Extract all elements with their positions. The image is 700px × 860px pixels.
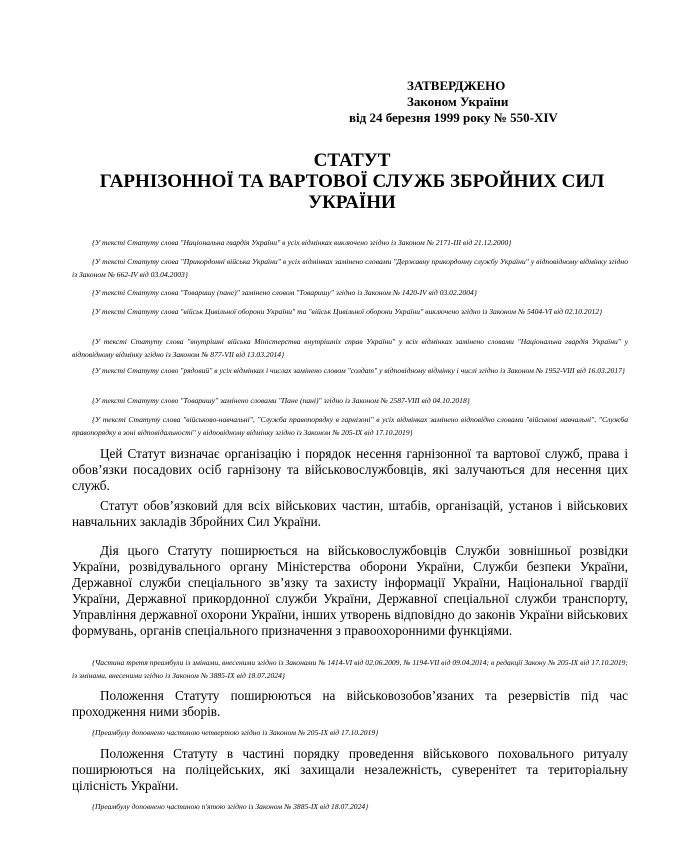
approved-label: ЗАТВЕРДЖЕНО (407, 78, 506, 93)
document-title (60, 150, 644, 213)
preamble-paragraph-5: Положення Статуту в частині порядку проведення військового поховального ритуалу поширюються на поліцейських, які захищали незалежність, суверенітет та територіальну цілісність України. (72, 746, 628, 793)
amendment-note: {У тексті Статуту слово "Товаришу" замінено словами "Пане (пані)" згідно із Законом № 2587-VIII від 04.10.2018} (92, 396, 470, 405)
amendment-note-part-4: {Преамбулу доповнено частиною четвертою згідно із Законом № 205-IX від 17.10.2019} (92, 728, 379, 737)
amendment-note: {У тексті Статуту слова "військово-навчальні", "Служба правопорядку в гарнізоні" в усіх відмінках замінено відповідно словами "військові навчальні", "Служба правопорядку в зоні відповідальності" у відповідному відмінку згідно із Законом № 205-IX від 17.10.2019} (72, 415, 628, 437)
amendment-note: {У тексті Статуту слово "рядовий" в усіх відмінках і числах замінено словом "солдат" у відповідному відмінку і числі згідно із Законом № 1952-VIII від 16.03.2017} (92, 366, 625, 375)
amendment-note: {У тексті Статуту слова "внутрішні війська Міністерства внутрішніх справ України" у всіх відмінках замінено словами "Національна гвардія України" у відповідному відмінку згідно із Законом № 877-VII від 13.03.2014} (72, 337, 628, 359)
title-line-2: ГАРНІЗОННОЇ ТА ВАРТОВОЇ СЛУЖБ ЗБРОЙНИХ СИЛ (99, 171, 605, 192)
preamble-paragraph-4: Положення Статуту поширюються на військовозобов’язаних та резервістів під час проходження ними зборів. (72, 688, 628, 719)
amendment-note-part-5: {Преамбулу доповнено частиною п'ятою згідно із Законом № 3885-IX від 18.07.2024} (92, 802, 369, 811)
title-line-1: СТАТУТ (313, 150, 391, 171)
approved-by-law: Законом України (407, 94, 509, 109)
amendment-note: {У тексті Статуту слова "Національна гвардія України" в усіх відмінках виключено згідно із Законом № 2171-III від 21.12.2000} (92, 238, 512, 247)
preamble-paragraph-3: Дія цього Статуту поширюється на військовослужбовців Служби зовнішньої розвідки України, розвідувального органу Міністерства оборони України, Служби безпеки України, Державної служби спеціального зв’язку та захисту інформації України, Національної гвардії України, Державної прикордонної служби України, Державної спеціальної служби транспорту, Управління державної охорони України, інших утворень відповідно до законів України військових формувань, органів спеціального призначення з правоохоронними функціями. (72, 543, 628, 638)
preamble-paragraph-1: Цей Статут визначає організацію і порядок несення гарнізонної та вартової служб, права і обов’язки посадових осіб гарнізону та військовослужбовців, які залучаються для несення цих служб. (72, 446, 628, 493)
preamble-paragraph-2: Статут обов’язковий для всіх військових частин, штабів, організацій, установ і військових навчальних закладів Збройних Сил України. (72, 498, 628, 529)
approved-date-reference: від 24 березня 1999 року № 550-XIV (349, 110, 558, 125)
amendment-note: {У тексті Статуту слова "Прикордонні війська України" в усіх відмінках замінено словами "Державну прикордонну службу України" у відповідному відмінку згідно із Законом № 662-IV від 03.04.2003} (72, 257, 628, 279)
title-line-3: УКРАЇНИ (308, 192, 396, 213)
amendment-note: {У тексті Статуту слова "Товаришу (пане)" замінено словом "Товаришу" згідно із Законом № 1420-IV від 03.02.2004} (92, 288, 477, 297)
amendment-note: {У тексті Статуту слова "військ Цивільної оборони України" та "військ Цивільної оборони України" виключено згідно із Законом № 5404-VI від 02.10.2012} (92, 307, 603, 316)
amendment-note-part-3: {Частина третя преамбули із змінами, внесеними згідно із Законами № 1414-VI від 02.06.2009, № 1194-VII від 09.04.2014; в редакції Закону № 205-IX від 17.10.2019; із змінами, внесеними згідно із Законом № 3885-IX від 18.07.2024} (72, 658, 628, 680)
